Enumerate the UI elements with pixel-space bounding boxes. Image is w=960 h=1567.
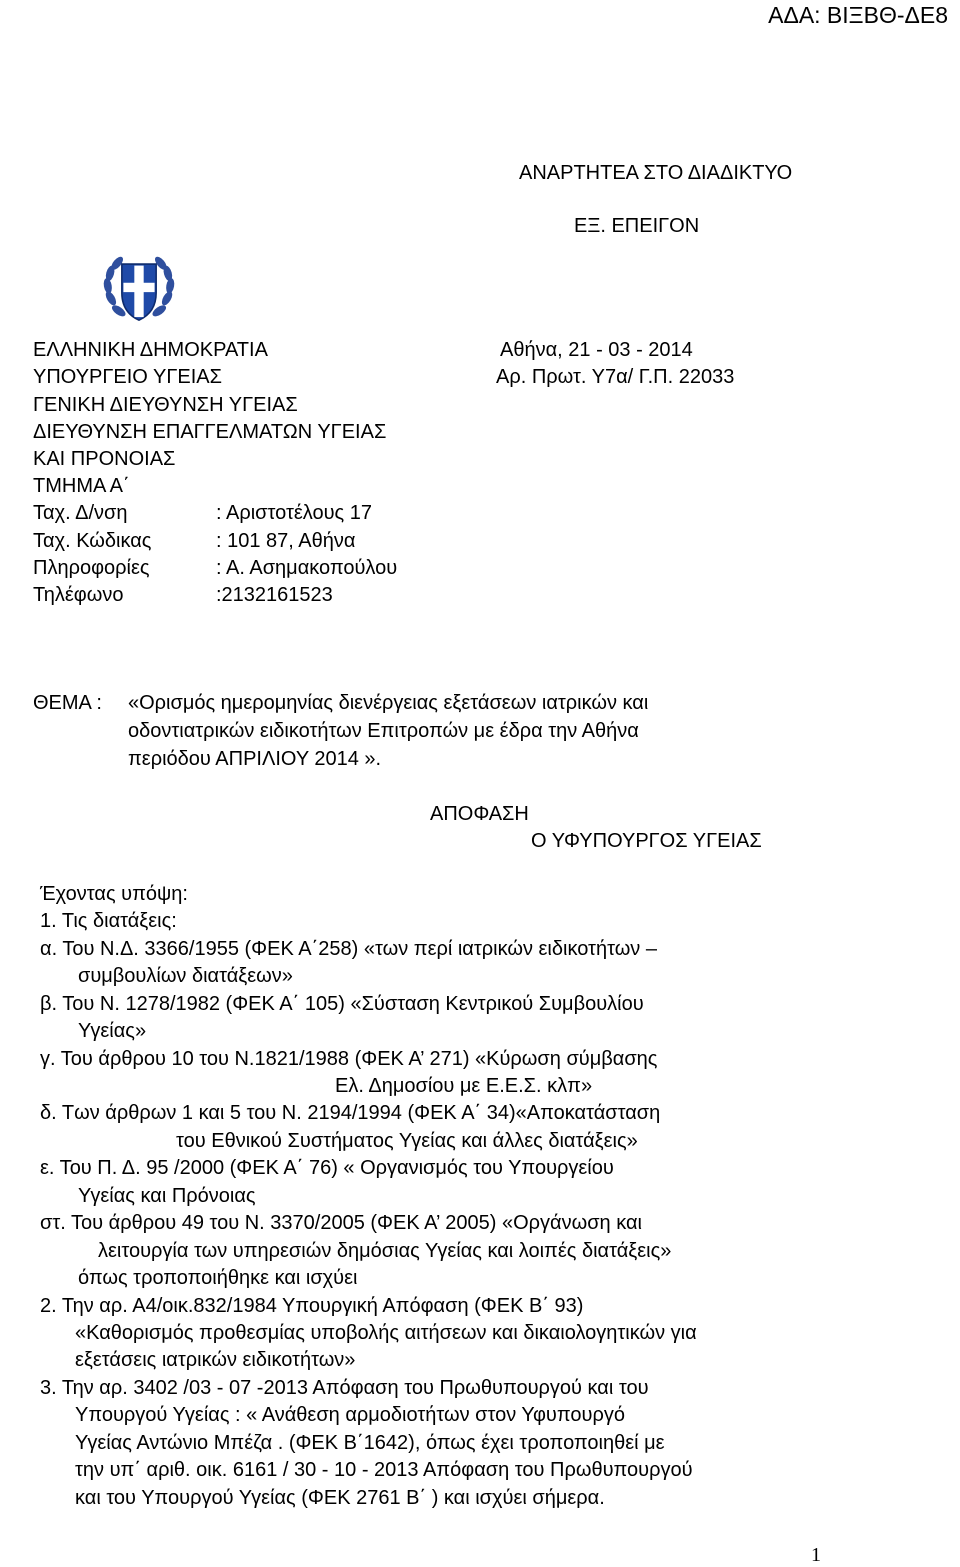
contact-label: Πληροφορίες (33, 557, 150, 579)
body-line: όπως τροποποιήθηκε και ισχύει (78, 1267, 358, 1289)
body-line: Υγείας και Πρόνοιας (78, 1185, 256, 1207)
contact-value: : Α. Ασημακοπούλου (216, 557, 398, 579)
minister-title: Ο ΥΦΥΠΟΥΡΓΟΣ ΥΓΕΙΑΣ (531, 830, 762, 852)
header-line: ΤΜΗΜΑ Α΄ (33, 475, 130, 498)
publish-notice: ΑΝΑΡΤΗΤΕΑ ΣΤΟ ΔΙΑΔΙΚΤΥΟ (519, 162, 793, 184)
contact-label: Ταχ. Κώδικας (33, 530, 152, 552)
body-line: α. Του Ν.Δ. 3366/1955 (ΦΕΚ Α΄258) «των περί ιατρικών ειδικοτήτων – (40, 938, 657, 960)
body-line: δ. Των άρθρων 1 και 5 του Ν. 2194/1994 (ΦΕΚ Α΄ 34)«Αποκατάσταση (40, 1102, 661, 1124)
body-line: Υπουργού Υγείας : « Ανάθεση αρμοδιοτήτων στον Υφυπουργό (75, 1404, 625, 1426)
contact-value: : 101 87, Αθήνα (216, 530, 356, 552)
contact-value: :2132161523 (216, 584, 333, 606)
body-line: γ. Του άρθρου 10 του Ν.1821/1988 (ΦΕΚ Α’ 271) «Κύρωση σύμβασης (40, 1048, 658, 1070)
body-line: και του Υπουργού Υγείας (ΦΕΚ 2761 Β΄ ) και ισχύει σήμερα. (75, 1487, 605, 1509)
document-date: Αθήνα, 21 - 03 - 2014 (500, 339, 693, 361)
body-line: στ. Του άρθρου 49 του Ν. 3370/2005 (ΦΕΚ Α’ 2005) «Οργάνωση και (40, 1212, 642, 1234)
ada-code: ΑΔΑ: ΒΙΞΒΘ-ΔΕ8 (768, 2, 948, 28)
body-line: Ελ. Δημοσίου με Ε.Ε.Σ. κλπ» (335, 1075, 593, 1097)
body-line: Υγείας» (78, 1020, 147, 1042)
contact-value: : Αριστοτέλους 17 (216, 502, 372, 524)
hellenic-republic-emblem-icon (100, 250, 178, 328)
body-line: εξετάσεις ιατρικών ειδικοτήτων» (75, 1349, 356, 1371)
header-line: ΓΕΝΙΚΗ ΔΙΕΥΘΥΝΣΗ ΥΓΕΙΑΣ (33, 393, 298, 416)
contact-label: Τηλέφωνο (33, 584, 124, 606)
body-line: Υγείας Αντώνιο Μπέζα . (ΦΕΚ Β΄1642), όπως έχει τροποποιηθεί με (75, 1432, 665, 1454)
subject-line: «Ορισμός ημερομηνίας διενέργειας εξετάσεων ιατρικών και (128, 692, 649, 714)
body-line: συμβουλίων διατάξεων» (78, 965, 293, 987)
urgency-label: ΕΞ. ΕΠΕΙΓΟΝ (574, 215, 700, 237)
header-line: ΚΑΙ ΠΡΟΝΟΙΑΣ (33, 448, 176, 471)
considering-label: Έχοντας υπόψη: (40, 883, 188, 905)
body-line: ε. Του Π. Δ. 95 /2000 (ΦΕΚ Α΄ 76) « Οργανισμός του Υπουργείου (40, 1157, 614, 1179)
body-line: λειτουργία των υπηρεσιών δημόσιας Υγείας και λοιπές διατάξεις» (98, 1240, 672, 1262)
header-line: ΕΛΛΗΝΙΚΗ ΔΗΜΟΚΡΑΤΙΑ (33, 339, 268, 361)
subject-label: ΘΕΜΑ : (33, 692, 102, 714)
subject-line: οδοντιατρικών ειδικοτήτων Επιτροπών με έδρα την Αθήνα (128, 720, 639, 742)
decision-title: ΑΠΟΦΑΣΗ (430, 803, 529, 825)
body-line: την υπ΄ αριθ. οικ. 6161 / 30 - 10 - 2013 Απόφαση του Πρωθυπουργού (75, 1459, 693, 1481)
body-line: «Καθορισμός προθεσμίας υποβολής αιτήσεων και δικαιολογητικών για (75, 1322, 697, 1344)
contact-label: Ταχ. Δ/νση (33, 502, 128, 524)
body-line: 2. Την αρ. Α4/οικ.832/1984 Υπουργική Απόφαση (ΦΕΚ Β΄ 93) (40, 1295, 584, 1317)
protocol-number: Αρ. Πρωτ. Υ7α/ Γ.Π. 22033 (496, 366, 735, 388)
body-line: του Εθνικού Συστήματος Υγείας και άλλες διατάξεις» (176, 1130, 638, 1152)
body-line: 1. Τις διατάξεις: (40, 910, 177, 932)
header-line: ΔΙΕΥΘΥΝΣΗ ΕΠΑΓΓΕΛΜΑΤΩΝ ΥΓΕΙΑΣ (33, 420, 387, 443)
body-line: 3. Την αρ. 3402 /03 - 07 -2013 Απόφαση του Πρωθυπουργού και του (40, 1377, 649, 1399)
header-line: ΥΠΟΥΡΓΕΙΟ ΥΓΕΙΑΣ (33, 366, 222, 389)
subject-line: περιόδου ΑΠΡΙΛΙΟΥ 2014 ». (128, 748, 382, 770)
page-number: 1 (811, 1544, 821, 1566)
body-line: β. Του Ν. 1278/1982 (ΦΕΚ Α΄ 105) «Σύσταση Κεντρικού Συμβουλίου (40, 993, 644, 1015)
